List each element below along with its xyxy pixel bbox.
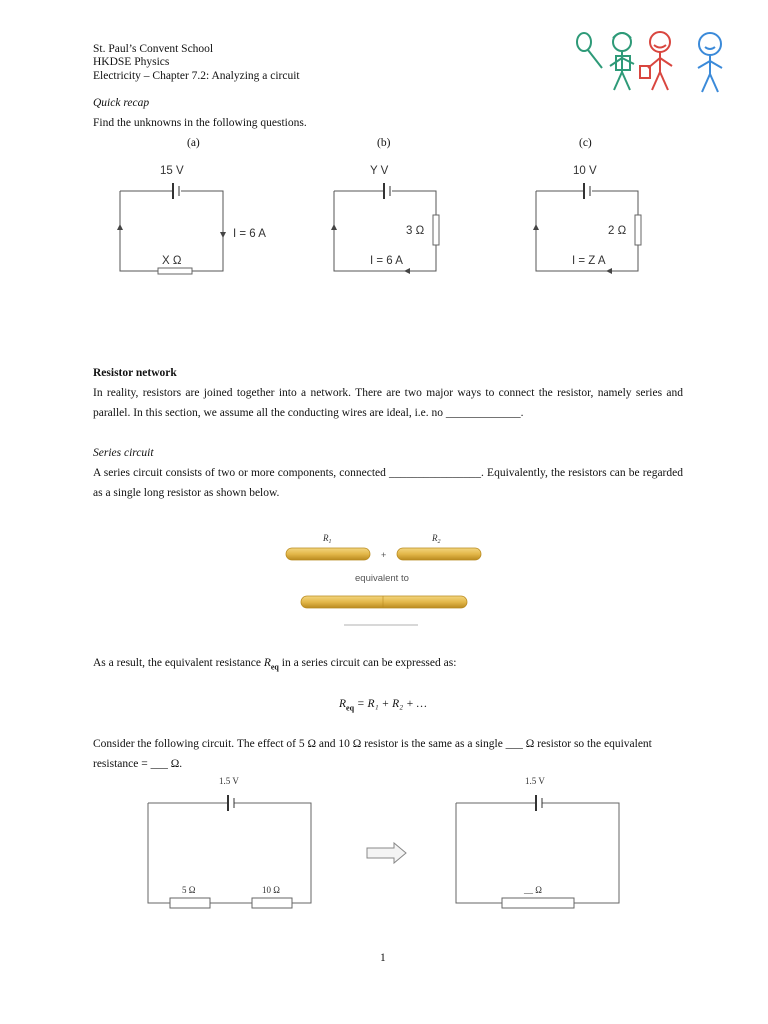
circuit-c-resistance: 2 Ω <box>608 225 627 237</box>
circuit-c-current: I = Z A <box>572 255 606 267</box>
label-a: (a) <box>187 137 200 149</box>
series-title: Series circuit <box>93 447 154 459</box>
rod-r1 <box>286 548 370 560</box>
circuit-b <box>322 160 502 280</box>
circuit-a-current: I = 6 A <box>233 228 266 240</box>
left-resistor-10: 10 Ω <box>262 885 280 895</box>
circuit-b-current: I = 6 A <box>370 255 403 267</box>
series-rods-illustration <box>280 530 490 630</box>
rod-r1-label: $R_1$ <box>323 533 332 545</box>
rod-r2 <box>397 548 481 560</box>
equivalent-to-label: equivalent to <box>355 573 409 584</box>
left-voltage: 1.5 V <box>219 776 239 786</box>
circuit-b-resistance: 3 Ω <box>406 225 425 237</box>
example-circuit-right <box>448 772 628 912</box>
rod-combined <box>301 596 467 608</box>
result-text: As a result, the equivalent resistance $R_{eq}$ in a series circuit can be expressed as: <box>93 657 457 672</box>
network-title: Resistor network <box>93 367 177 379</box>
circuit-a-voltage: 15 V <box>160 165 184 177</box>
series-formula: $R_{eq} = R_1 + R_2$ + … <box>339 698 427 713</box>
example-text-line1: Consider the following circuit. The effect of 5 Ω and 10 Ω resistor is the same as a single ___ Ω resistor so the equivalent <box>93 738 652 750</box>
right-voltage: 1.5 V <box>525 776 545 786</box>
figure-blue <box>698 33 722 92</box>
circuit-c-voltage: 10 V <box>573 165 597 177</box>
circuit-c <box>524 160 704 280</box>
figure-green <box>577 33 634 90</box>
rod-r2-label: $R_2$ <box>432 533 441 545</box>
equivalence-arrow-icon <box>366 842 408 864</box>
circuit-a <box>110 160 290 280</box>
left-resistor-5: 5 Ω <box>182 885 196 895</box>
label-c: (c) <box>579 137 592 149</box>
school-logo-figures <box>572 28 732 96</box>
school-name: St. Paul’s Convent School <box>93 43 214 55</box>
page-number: 1 <box>380 952 386 964</box>
recap-title: Quick recap <box>93 97 150 109</box>
figure-red <box>640 32 672 90</box>
series-text: A series circuit consists of two or more components, connected ________________. Equivalently, the resistors can be regarded as a single long resistor as shown below. <box>93 467 683 499</box>
example-circuit-left <box>140 772 320 912</box>
recap-instruction: Find the unknowns in the following questions. <box>93 117 307 129</box>
network-text: In reality, resistors are joined together into a network. There are two major ways to connect the resistor, namely series and parallel. In this section, we assume all the conducting wires are ideal, i.e. no _____________. <box>93 387 683 419</box>
example-text-line2: resistance = ___ Ω. <box>93 758 183 770</box>
circuit-b-voltage: Y V <box>370 165 389 177</box>
label-b: (b) <box>377 137 391 149</box>
rod-plus-sign: + <box>381 550 387 560</box>
right-resistor-eq: __ Ω <box>524 885 542 895</box>
subject-name: HKDSE Physics <box>93 56 170 68</box>
chapter-title: Electricity – Chapter 7.2: Analyzing a circuit <box>93 70 300 82</box>
circuit-a-resistance: X Ω <box>162 255 182 267</box>
